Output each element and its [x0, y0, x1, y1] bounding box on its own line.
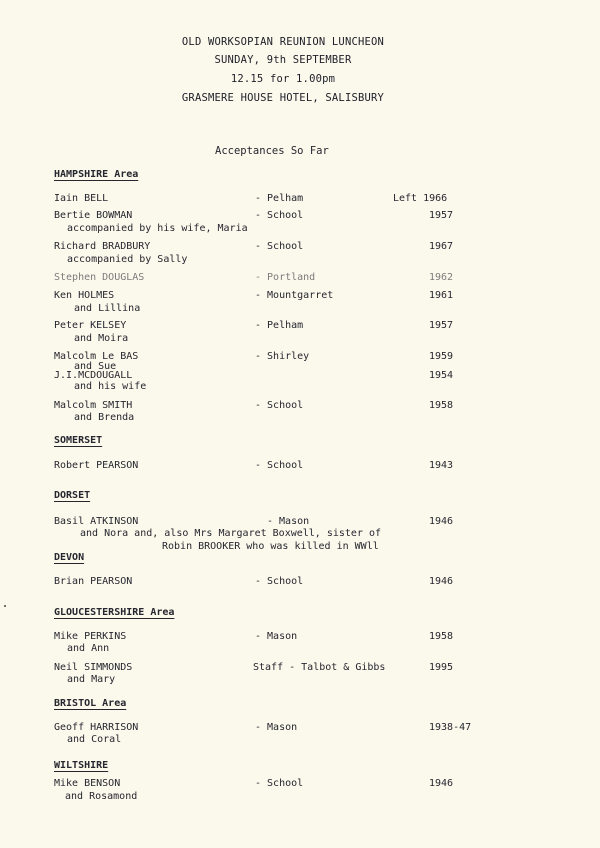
attendee-house: Staff - Talbot & Gibbs: [253, 662, 386, 673]
event-venue: GRASMERE HOUSE HOTEL, SALISBURY: [181, 92, 385, 104]
section-heading-bristol: BRISTOL Area: [54, 698, 127, 709]
attendee-name: Bertie BOWMAN: [54, 210, 133, 221]
attendee-name: Malcolm SMITH: [54, 400, 133, 411]
attendee-year: 1957: [429, 210, 454, 221]
attendee-house: - School: [255, 576, 304, 587]
attendee-year: 1938-47: [429, 722, 472, 733]
event-time: 12.15 for 1.00pm: [230, 73, 336, 85]
attendee-year: 1962: [429, 272, 454, 283]
section-heading-hampshire: HAMPSHIRE Area: [54, 169, 139, 180]
attendee-year: 1958: [429, 400, 454, 411]
attendee-companion: and Rosamond: [65, 791, 138, 802]
attendee-companion: and Nora and, also Mrs Margaret Boxwell, sister of: [80, 528, 382, 539]
attendee-house: - Mason: [267, 516, 310, 527]
scan-speck: [4, 605, 6, 607]
attendee-year: 1961: [429, 290, 454, 301]
attendee-house: - School: [255, 400, 304, 411]
attendee-companion: accompanied by Sally: [67, 254, 188, 265]
attendee-house: - Mason: [255, 631, 298, 642]
event-date: SUNDAY, 9th SEPTEMBER: [214, 54, 352, 66]
section-heading-somerset: SOMERSET: [54, 435, 103, 446]
attendee-name: Neil SIMMONDS: [54, 662, 133, 673]
attendee-house: - Mason: [255, 722, 298, 733]
attendee-companion-continued: Robin BROOKER who was killed in WWll: [162, 541, 379, 552]
attendee-year: 1995: [429, 662, 454, 673]
section-heading-dorset: DORSET: [54, 490, 91, 501]
acceptances-subtitle: Acceptances So Far: [215, 145, 329, 157]
attendee-companion: and Mary: [67, 674, 116, 685]
attendee-house: - Shirley: [255, 351, 310, 362]
attendee-name: Peter KELSEY: [54, 320, 127, 331]
attendee-name: Mike PERKINS: [54, 631, 127, 642]
attendee-name: Brian PEARSON: [54, 576, 133, 587]
attendee-year: 1946: [429, 576, 454, 587]
attendee-year: 1958: [429, 631, 454, 642]
attendee-year: 1967: [429, 241, 454, 252]
attendee-house: - Pelham: [255, 320, 304, 331]
attendee-year: 1946: [429, 516, 454, 527]
attendee-companion: and Moira: [74, 333, 129, 344]
attendee-companion: and Sue: [74, 361, 117, 372]
section-heading-wiltshire: WILTSHIRE: [54, 760, 109, 771]
attendee-house: - Pelham: [255, 193, 304, 204]
section-heading-gloucestershire: GLOUCESTERSHIRE Area: [54, 607, 175, 618]
event-title: OLD WORKSOPIAN REUNION LUNCHEON: [181, 36, 385, 48]
attendee-house: - School: [255, 460, 304, 471]
attendee-house: - School: [255, 778, 304, 789]
attendee-companion: accompanied by his wife, Maria: [67, 223, 248, 234]
attendee-name: Ken HOLMES: [54, 290, 115, 301]
attendee-name: Malcolm Le BAS: [54, 351, 139, 362]
attendee-name: Robert PEARSON: [54, 460, 139, 471]
attendee-house: - Portland: [255, 272, 316, 283]
attendee-companion: and his wife: [74, 381, 147, 392]
attendee-year: Left 1966: [393, 193, 448, 204]
attendee-companion: and Ann: [67, 643, 110, 654]
attendee-house: - Mountgarret: [255, 290, 334, 301]
attendee-year: 1954: [429, 370, 454, 381]
attendee-name: Geoff HARRISON: [54, 722, 139, 733]
section-heading-devon: DEVON: [54, 552, 85, 563]
attendee-house: - School: [255, 210, 304, 221]
attendee-name: Basil ATKINSON: [54, 516, 139, 527]
attendee-year: 1957: [429, 320, 454, 331]
attendee-house: - School: [255, 241, 304, 252]
attendee-name: Stephen DOUGLAS: [54, 272, 145, 283]
attendee-companion: and Brenda: [74, 412, 135, 423]
attendee-year: 1946: [429, 778, 454, 789]
attendee-name: Mike BENSON: [54, 778, 121, 789]
attendee-name: J.I.MCDOUGALL: [54, 370, 133, 381]
attendee-companion: and Lillina: [74, 303, 141, 314]
attendee-name: Richard BRADBURY: [54, 241, 151, 252]
attendee-year: 1959: [429, 351, 454, 362]
attendee-year: 1943: [429, 460, 454, 471]
attendee-name: Iain BELL: [54, 193, 109, 204]
attendee-companion: and Coral: [67, 734, 122, 745]
